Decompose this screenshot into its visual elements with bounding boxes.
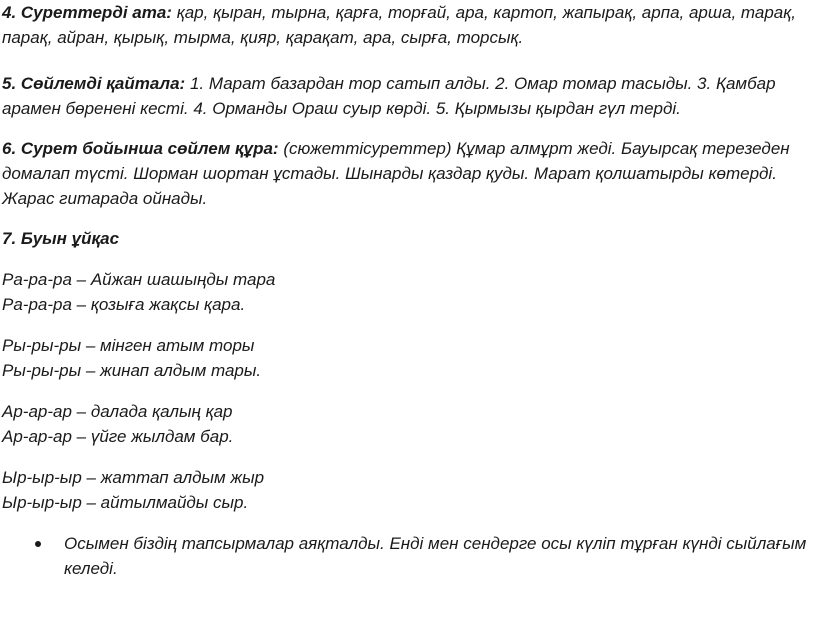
verse-2 — [2, 333, 814, 383]
verse-line: Ра-ра-ра – қозыға жақсы қара. — [2, 295, 246, 314]
section-5-text: 1. Марат базардан тор сатып алды. 2. Омар томар тасыды. 3. Қамбар арамен бөренені кесті. 4. Орманды Ораш суыр көрді. 5. Қырмызы қырдан гүл терді. — [2, 74, 776, 118]
section-4 — [2, 0, 814, 50]
verse-line: Ыр-ыр-ыр – жаттап алдым жыр — [2, 468, 265, 487]
section-4-heading: 4. Суреттерді ата: — [2, 3, 172, 22]
section-6-text: (сюжеттісуреттер) Құмар алмұрт жеді. Бауырсақ терезеден домалап түсті. Шорман шортан ұстады. Шынарды қаздар қуды. Марат қолшатырды көтерді. Жарас гитарада ойнады. — [2, 139, 790, 208]
verse-3 — [2, 399, 814, 449]
verse-4 — [2, 465, 814, 515]
verse-line: Ар-ар-ар – үйге жылдам бар. — [2, 427, 234, 446]
section-7 — [2, 226, 814, 251]
section-5-heading: 5. Сөйлемді қайтала: — [2, 74, 186, 93]
bullet-item — [2, 531, 814, 581]
verse-line: Ры-ры-ры – жинап алдым тары. — [2, 361, 262, 380]
verse-line: Ар-ар-ар – далада қалың қар — [2, 402, 233, 421]
verse-line: Ры-ры-ры – мінген атым торы — [2, 336, 255, 355]
verse-line: Ыр-ыр-ыр – айтылмайды сыр. — [2, 493, 249, 512]
bullet-text: Осымен біздің тапсырмалар аяқталды. Енді мен сендерге осы күліп тұрған күнді сыйлағым келеді. — [64, 534, 807, 578]
section-6 — [2, 136, 814, 211]
section-4-text: қар, қыран, тырна, қарға, торғай, ара, картоп, жапырақ, арпа, арша, тарақ, парақ, айран, қырық, тырма, қияр, қарақат, ара, сырға, торсық. — [2, 3, 796, 47]
section-6-heading: 6. Сурет бойынша сөйлем құра: — [2, 139, 279, 158]
verse-1 — [2, 267, 814, 317]
section-7-heading: 7. Буын ұйқас — [2, 229, 120, 248]
verse-line: Ра-ра-ра – Айжан шашыңды тара — [2, 270, 276, 289]
section-5 — [2, 71, 814, 121]
bullet-dot-icon — [35, 541, 41, 547]
